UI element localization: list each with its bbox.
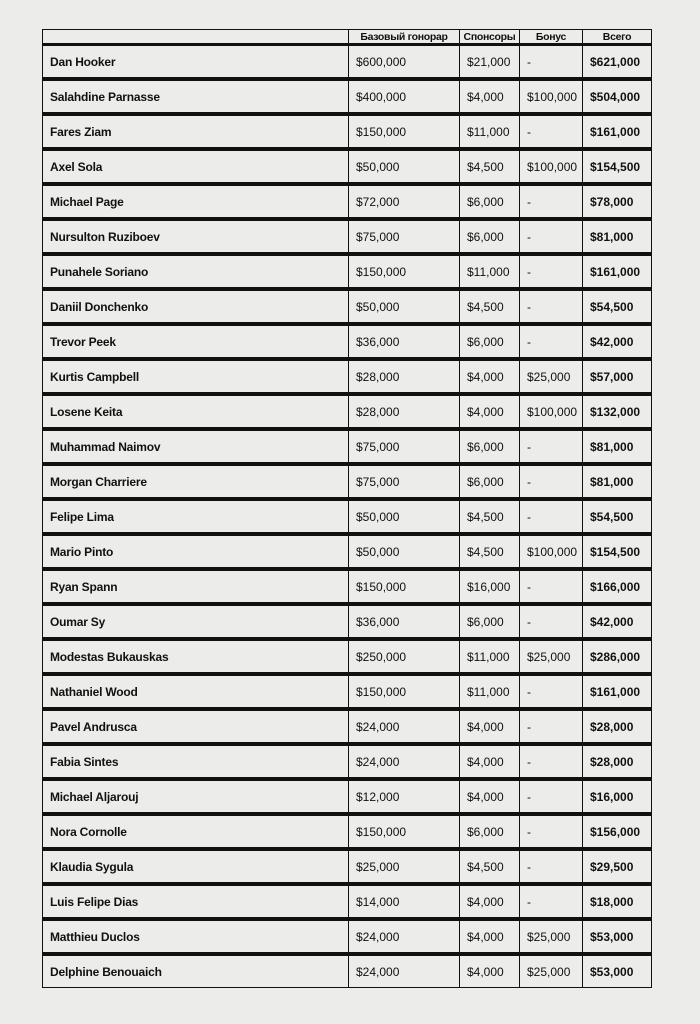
table-row: [43, 396, 651, 431]
fighter-name: Trevor Peek: [43, 326, 349, 357]
base-fee: $28,000: [349, 361, 460, 392]
header-sponsors: Спонсоры: [460, 30, 520, 43]
bonus-amount: $25,000: [520, 361, 583, 392]
header-total: Всего: [602, 30, 632, 43]
table-row: [43, 501, 651, 536]
table-row: [43, 291, 651, 326]
base-fee: $72,000: [349, 186, 460, 217]
bonus-amount: -: [520, 711, 583, 742]
fighter-name: Daniil Donchenko: [43, 291, 349, 322]
table-row: [43, 431, 651, 466]
bonus-amount: -: [520, 466, 583, 497]
fighter-name: Nursulton Ruziboev: [43, 221, 349, 252]
total-amount: $54,500: [590, 509, 634, 524]
fighter-name: Matthieu Duclos: [43, 921, 349, 952]
bonus-amount: -: [520, 256, 583, 287]
total-amount: $57,000: [590, 369, 634, 384]
base-fee: $150,000: [349, 256, 460, 287]
fighter-name: Michael Aljarouj: [43, 781, 349, 812]
bonus-amount: $25,000: [520, 956, 583, 987]
fighter-name: Nathaniel Wood: [43, 676, 349, 707]
fighter-name: Modestas Bukauskas: [43, 641, 349, 672]
total-amount: $54,500: [590, 299, 634, 314]
header-name: [43, 30, 349, 43]
table-row: [43, 536, 651, 571]
total-amount: $28,000: [590, 754, 634, 769]
total-amount: $53,000: [590, 964, 634, 979]
base-fee: $75,000: [349, 466, 460, 497]
table-row: [43, 711, 651, 746]
table-row: [43, 921, 651, 956]
sponsors-amount: $6,000: [460, 326, 520, 357]
base-fee: $50,000: [349, 536, 460, 567]
base-fee: $75,000: [349, 221, 460, 252]
table-row: [43, 676, 651, 711]
table-row: [43, 186, 651, 221]
bonus-amount: -: [520, 676, 583, 707]
total-amount: $166,000: [590, 579, 641, 594]
total-amount: $154,500: [590, 159, 641, 174]
table-row: [43, 606, 651, 641]
total-amount: $504,000: [590, 89, 641, 104]
bonus-amount: $25,000: [520, 921, 583, 952]
fighter-name: Punahele Soriano: [43, 256, 349, 287]
bonus-amount: -: [520, 851, 583, 882]
fighter-name: Fares Ziam: [43, 116, 349, 147]
total-amount: $42,000: [590, 614, 634, 629]
base-fee: $28,000: [349, 396, 460, 427]
sponsors-amount: $6,000: [460, 466, 520, 497]
sponsors-amount: $16,000: [460, 571, 520, 602]
base-fee: $25,000: [349, 851, 460, 882]
total-amount: $28,000: [590, 719, 634, 734]
base-fee: $24,000: [349, 921, 460, 952]
base-fee: $150,000: [349, 571, 460, 602]
bonus-amount: -: [520, 186, 583, 217]
base-fee: $14,000: [349, 886, 460, 917]
fighter-name: Losene Keita: [43, 396, 349, 427]
sponsors-amount: $4,000: [460, 361, 520, 392]
sponsors-amount: $6,000: [460, 816, 520, 847]
fighter-name: Salahdine Parnasse: [43, 81, 349, 112]
total-amount: $621,000: [590, 54, 641, 69]
fighter-name: Kurtis Campbell: [43, 361, 349, 392]
base-fee: $150,000: [349, 816, 460, 847]
bonus-amount: -: [520, 116, 583, 147]
table-row: [43, 46, 651, 81]
sponsors-amount: $4,500: [460, 291, 520, 322]
table-row: [43, 326, 651, 361]
fighter-name: Muhammad Naimov: [43, 431, 349, 462]
fighter-name: Mario Pinto: [43, 536, 349, 567]
sponsors-amount: $4,000: [460, 956, 520, 987]
total-amount: $42,000: [590, 334, 634, 349]
sponsors-amount: $11,000: [460, 256, 520, 287]
table-header: [43, 30, 651, 46]
bonus-amount: $25,000: [520, 641, 583, 672]
bonus-amount: -: [520, 326, 583, 357]
total-amount: $161,000: [590, 684, 641, 699]
total-amount: $154,500: [590, 544, 641, 559]
fighter-name: Axel Sola: [43, 151, 349, 182]
base-fee: $24,000: [349, 956, 460, 987]
bonus-amount: -: [520, 886, 583, 917]
bonus-amount: -: [520, 431, 583, 462]
payout-table: [42, 29, 652, 988]
base-fee: $150,000: [349, 116, 460, 147]
table-row: [43, 466, 651, 501]
bonus-amount: $100,000: [520, 151, 583, 182]
table-row: [43, 886, 651, 921]
sponsors-amount: $4,500: [460, 851, 520, 882]
fighter-name: Michael Page: [43, 186, 349, 217]
sponsors-amount: $4,000: [460, 781, 520, 812]
sponsors-amount: $4,000: [460, 921, 520, 952]
fighter-name: Felipe Lima: [43, 501, 349, 532]
fighter-name: Fabia Sintes: [43, 746, 349, 777]
total-amount: $78,000: [590, 194, 634, 209]
bonus-amount: -: [520, 221, 583, 252]
bonus-amount: -: [520, 46, 583, 77]
base-fee: $50,000: [349, 291, 460, 322]
bonus-amount: -: [520, 606, 583, 637]
fighter-name: Klaudia Sygula: [43, 851, 349, 882]
total-amount: $29,500: [590, 859, 634, 874]
table-row: [43, 746, 651, 781]
table-row: [43, 361, 651, 396]
sponsors-amount: $4,000: [460, 396, 520, 427]
table-row: [43, 256, 651, 291]
total-amount: $81,000: [590, 439, 634, 454]
bonus-amount: -: [520, 291, 583, 322]
fighter-name: Oumar Sy: [43, 606, 349, 637]
base-fee: $24,000: [349, 711, 460, 742]
sponsors-amount: $4,000: [460, 886, 520, 917]
sponsors-amount: $4,000: [460, 746, 520, 777]
sponsors-amount: $4,500: [460, 151, 520, 182]
sponsors-amount: $6,000: [460, 431, 520, 462]
sponsors-amount: $4,000: [460, 81, 520, 112]
fighter-name: Ryan Spann: [43, 571, 349, 602]
table-row: [43, 956, 651, 987]
sponsors-amount: $11,000: [460, 676, 520, 707]
total-amount: $16,000: [590, 789, 634, 804]
header-base-fee: Базовый гонорар: [349, 30, 460, 43]
total-amount: $81,000: [590, 474, 634, 489]
bonus-amount: -: [520, 746, 583, 777]
sponsors-amount: $11,000: [460, 641, 520, 672]
table-row: [43, 816, 651, 851]
table-body: [43, 46, 651, 987]
base-fee: $50,000: [349, 501, 460, 532]
base-fee: $400,000: [349, 81, 460, 112]
table-row: [43, 571, 651, 606]
fighter-name: Pavel Andrusca: [43, 711, 349, 742]
sponsors-amount: $4,500: [460, 536, 520, 567]
table-row: [43, 116, 651, 151]
fighter-name: Luis Felipe Dias: [43, 886, 349, 917]
sponsors-amount: $11,000: [460, 116, 520, 147]
base-fee: $150,000: [349, 676, 460, 707]
sponsors-amount: $6,000: [460, 606, 520, 637]
base-fee: $75,000: [349, 431, 460, 462]
base-fee: $12,000: [349, 781, 460, 812]
table-row: [43, 851, 651, 886]
base-fee: $250,000: [349, 641, 460, 672]
table-row: [43, 151, 651, 186]
fighter-name: Morgan Charriere: [43, 466, 349, 497]
bonus-amount: -: [520, 816, 583, 847]
bonus-amount: $100,000: [520, 396, 583, 427]
sponsors-amount: $6,000: [460, 221, 520, 252]
fighter-name: Delphine Benouaich: [43, 956, 349, 987]
sponsors-amount: $6,000: [460, 186, 520, 217]
bonus-amount: $100,000: [520, 81, 583, 112]
base-fee: $36,000: [349, 326, 460, 357]
table-row: [43, 81, 651, 116]
base-fee: $24,000: [349, 746, 460, 777]
header-bonus: Бонус: [520, 30, 583, 43]
total-amount: $81,000: [590, 229, 634, 244]
base-fee: $50,000: [349, 151, 460, 182]
table-row: [43, 781, 651, 816]
total-amount: $286,000: [590, 649, 641, 664]
total-amount: $132,000: [590, 404, 641, 419]
base-fee: $600,000: [349, 46, 460, 77]
total-amount: $161,000: [590, 264, 641, 279]
bonus-amount: -: [520, 571, 583, 602]
bonus-amount: $100,000: [520, 536, 583, 567]
sponsors-amount: $4,500: [460, 501, 520, 532]
table-row: [43, 641, 651, 676]
table-row: [43, 221, 651, 256]
total-amount: $18,000: [590, 894, 634, 909]
fighter-name: Dan Hooker: [43, 46, 349, 77]
sponsors-amount: $4,000: [460, 711, 520, 742]
bonus-amount: -: [520, 781, 583, 812]
total-amount: $156,000: [590, 824, 641, 839]
bonus-amount: -: [520, 501, 583, 532]
base-fee: $36,000: [349, 606, 460, 637]
total-amount: $161,000: [590, 124, 641, 139]
total-amount: $53,000: [590, 929, 634, 944]
fighter-name: Nora Cornolle: [43, 816, 349, 847]
sponsors-amount: $21,000: [460, 46, 520, 77]
